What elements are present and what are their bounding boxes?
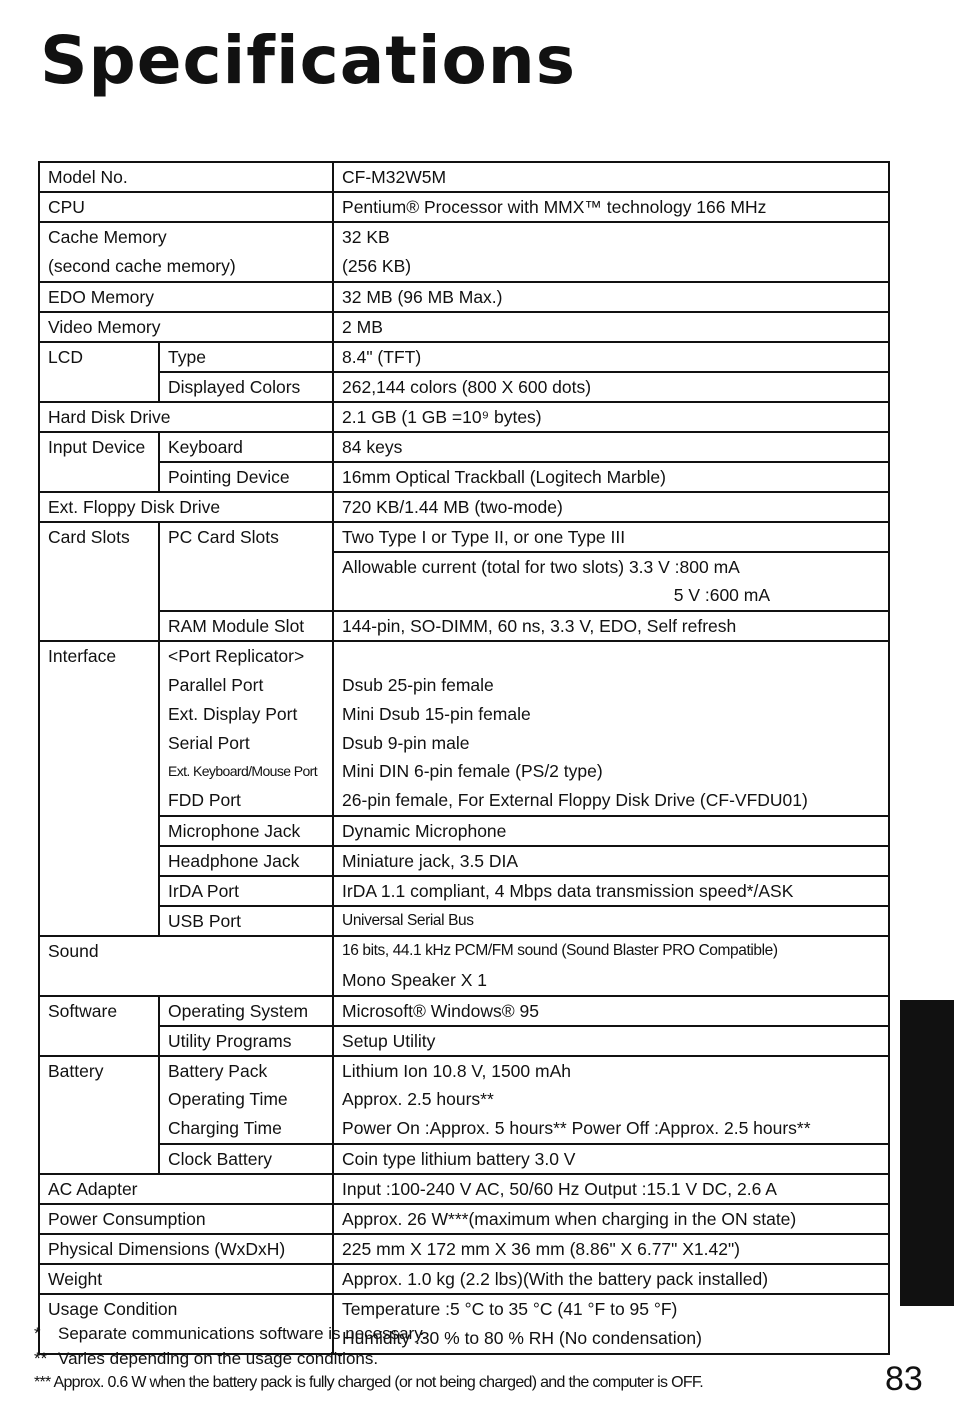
- spec-sublabel: Operating System: [159, 996, 333, 1026]
- spec-value: Pentium® Processor with MMX™ technology 166 MHz: [333, 192, 889, 222]
- spec-value: [333, 641, 889, 816]
- footnote-text: Separate communications software is necessary.: [58, 1324, 427, 1343]
- spec-sublabel: [159, 641, 333, 816]
- table-row: [39, 1234, 889, 1264]
- table-row: [39, 1026, 889, 1056]
- spec-value: CF-M32W5M: [333, 162, 889, 192]
- spec-sublabel: Microphone Jack: [159, 816, 333, 846]
- table-row: [39, 222, 889, 282]
- port-label: Ext. Keyboard/Mouse Port: [168, 763, 318, 780]
- table-row: [39, 611, 889, 641]
- table-row: [39, 1144, 889, 1174]
- spec-value-line: Allowable current (total for two slots) 3.3 V :800 mA: [342, 556, 740, 577]
- spec-sublabel: IrDA Port: [159, 876, 333, 906]
- table-row: [39, 402, 889, 432]
- spec-label: Model No.: [39, 162, 333, 192]
- port-label: Serial Port: [168, 732, 250, 753]
- spec-value: 144-pin, SO-DIMM, 60 ns, 3.3 V, EDO, Self refresh: [333, 611, 889, 641]
- spec-sublabel: Displayed Colors: [159, 372, 333, 402]
- spec-sublabel: [159, 1056, 333, 1144]
- spec-label: Software: [39, 996, 159, 1056]
- spec-sublabel: Headphone Jack: [159, 846, 333, 876]
- spec-value-line: Dsub 25-pin female: [342, 674, 494, 695]
- table-row: [39, 312, 889, 342]
- spec-value: [333, 936, 889, 996]
- table-row: [39, 372, 889, 402]
- spec-sublabel-line: Battery Pack: [168, 1060, 268, 1081]
- table-row: [39, 462, 889, 492]
- section-tab-marker: [900, 1000, 954, 1306]
- spec-value-line: Mini DIN 6-pin female (PS/2 type): [342, 761, 603, 782]
- table-row: [39, 1174, 889, 1204]
- table-row: [39, 282, 889, 312]
- spec-label: Weight: [39, 1264, 333, 1294]
- spec-value: IrDA 1.1 compliant, 4 Mbps data transmission speed*/ASK: [333, 876, 889, 906]
- specifications-table: [38, 161, 890, 1355]
- port-label: Ext. Display Port: [168, 703, 298, 724]
- spec-value: 32 MB (96 MB Max.): [333, 282, 889, 312]
- spec-value-line: [342, 642, 880, 671]
- spec-value-line: Humidity :30 % to 80 % RH (No condensation): [342, 1327, 702, 1348]
- footnote: [34, 1347, 894, 1372]
- footnote-mark: ***: [34, 1374, 51, 1391]
- spec-value: Setup Utility: [333, 1026, 889, 1056]
- spec-label: CPU: [39, 192, 333, 222]
- spec-value-line: Approx. 2.5 hours**: [342, 1089, 494, 1110]
- footnote-text: Varies depending on the usage conditions.: [58, 1348, 379, 1368]
- table-row: [39, 1204, 889, 1234]
- spec-value-line: (256 KB): [342, 255, 412, 276]
- spec-label-line: Cache Memory: [48, 227, 167, 247]
- spec-sublabel: Keyboard: [159, 432, 333, 462]
- spec-value: [333, 222, 889, 282]
- spec-label: Input Device: [39, 432, 159, 492]
- spec-value-line: 32 KB: [342, 227, 390, 247]
- spec-label: Sound: [39, 936, 333, 996]
- table-row: [39, 996, 889, 1026]
- spec-sublabel: Utility Programs: [159, 1026, 333, 1056]
- spec-value: 84 keys: [333, 432, 889, 462]
- spec-value: Dynamic Microphone: [333, 816, 889, 846]
- page-title: Specifications: [40, 22, 577, 99]
- spec-sublabel: USB Port: [159, 906, 333, 936]
- spec-value-line: Temperature :5 °C to 35 °C (41 °F to 95 °F): [342, 1298, 678, 1319]
- spec-label: Battery: [39, 1056, 159, 1174]
- spec-label: Ext. Floppy Disk Drive: [39, 492, 333, 522]
- spec-sublabel-line: Charging Time: [168, 1118, 282, 1139]
- spec-label: Usage Condition: [39, 1294, 333, 1354]
- spec-value: Coin type lithium battery 3.0 V: [333, 1144, 889, 1174]
- spec-value: Miniature jack, 3.5 DIA: [333, 846, 889, 876]
- spec-value-line: Power On :Approx. 5 hours** Power Off :Approx. 2.5 hours**: [342, 1118, 811, 1139]
- spec-label: [39, 222, 333, 282]
- spec-label: LCD: [39, 342, 159, 402]
- spec-value: Two Type I or Type II, or one Type III: [333, 522, 889, 552]
- spec-label: Physical Dimensions (WxDxH): [39, 1234, 333, 1264]
- footnote-text: Approx. 0.6 W when the battery pack is fully charged (or not being charged) and the computer is OFF.: [53, 1374, 703, 1391]
- spec-value: 262,144 colors (800 X 600 dots): [333, 372, 889, 402]
- footnote-mark: **: [34, 1348, 48, 1368]
- spec-value: [333, 1056, 889, 1144]
- footnote: [34, 1371, 894, 1396]
- spec-value: 2.1 GB (1 GB =10⁹ bytes): [333, 402, 889, 432]
- port-replicator-heading: <Port Replicator>: [168, 646, 305, 667]
- spec-value: Universal Serial Bus: [333, 906, 889, 936]
- table-row: [39, 1264, 889, 1294]
- spec-value-line: 26-pin female, For External Floppy Disk Drive (CF-VFDU01): [342, 790, 808, 811]
- spec-sublabel-line: Operating Time: [168, 1089, 288, 1110]
- spec-value: Microsoft® Windows® 95: [333, 996, 889, 1026]
- port-label: Parallel Port: [168, 674, 264, 695]
- table-row: [39, 876, 889, 906]
- footnotes: [34, 1322, 894, 1396]
- spec-value-line: 5 V :600 mA: [673, 585, 771, 606]
- page-number: 83: [885, 1360, 923, 1398]
- spec-value-line: Mini Dsub 15-pin female: [342, 703, 531, 724]
- spec-label: EDO Memory: [39, 282, 333, 312]
- footnote: [34, 1322, 894, 1347]
- spec-label: Interface: [39, 641, 159, 936]
- table-row: [39, 162, 889, 192]
- spec-label-line: (second cache memory): [48, 255, 236, 276]
- spec-sublabel: Type: [159, 342, 333, 372]
- port-label: FDD Port: [168, 790, 241, 811]
- table-row: [39, 1056, 889, 1144]
- spec-value: Input :100-240 V AC, 50/60 Hz Output :15.1 V DC, 2.6 A: [333, 1174, 889, 1204]
- table-row: [39, 432, 889, 462]
- spec-label: AC Adapter: [39, 1174, 333, 1204]
- spec-value-line: Mono Speaker X 1: [342, 969, 487, 990]
- table-row: [39, 192, 889, 222]
- table-row: [39, 492, 889, 522]
- spec-value-line: 16 bits, 44.1 kHz PCM/FM sound (Sound Blaster PRO Compatible): [342, 941, 778, 959]
- footnote-mark: *: [34, 1324, 41, 1343]
- spec-value: 16mm Optical Trackball (Logitech Marble): [333, 462, 889, 492]
- spec-value: Approx. 1.0 kg (2.2 lbs)(With the battery pack installed): [333, 1264, 889, 1294]
- spec-label: Card Slots: [39, 522, 159, 642]
- spec-value: [333, 552, 889, 612]
- spec-value: 720 KB/1.44 MB (two-mode): [333, 492, 889, 522]
- table-row: [39, 936, 889, 996]
- spec-sublabel: RAM Module Slot: [159, 611, 333, 641]
- spec-sublabel: Clock Battery: [159, 1144, 333, 1174]
- spec-label: Power Consumption: [39, 1204, 333, 1234]
- table-row: [39, 522, 889, 552]
- spec-sublabel: Pointing Device: [159, 462, 333, 492]
- spec-value: 2 MB: [333, 312, 889, 342]
- spec-value: 8.4" (TFT): [333, 342, 889, 372]
- spec-sublabel: PC Card Slots: [159, 522, 333, 612]
- spec-value-line: Dsub 9-pin male: [342, 732, 470, 753]
- spec-value-line: Lithium Ion 10.8 V, 1500 mAh: [342, 1060, 571, 1081]
- spec-label: Video Memory: [39, 312, 333, 342]
- spec-value: 225 mm X 172 mm X 36 mm (8.86" X 6.77" X1.42"): [333, 1234, 889, 1264]
- spec-value: Approx. 26 W***(maximum when charging in the ON state): [333, 1204, 889, 1234]
- spec-label: Hard Disk Drive: [39, 402, 333, 432]
- table-row: [39, 342, 889, 372]
- table-row: [39, 846, 889, 876]
- table-row: [39, 641, 889, 816]
- table-row: [39, 906, 889, 936]
- table-row: [39, 816, 889, 846]
